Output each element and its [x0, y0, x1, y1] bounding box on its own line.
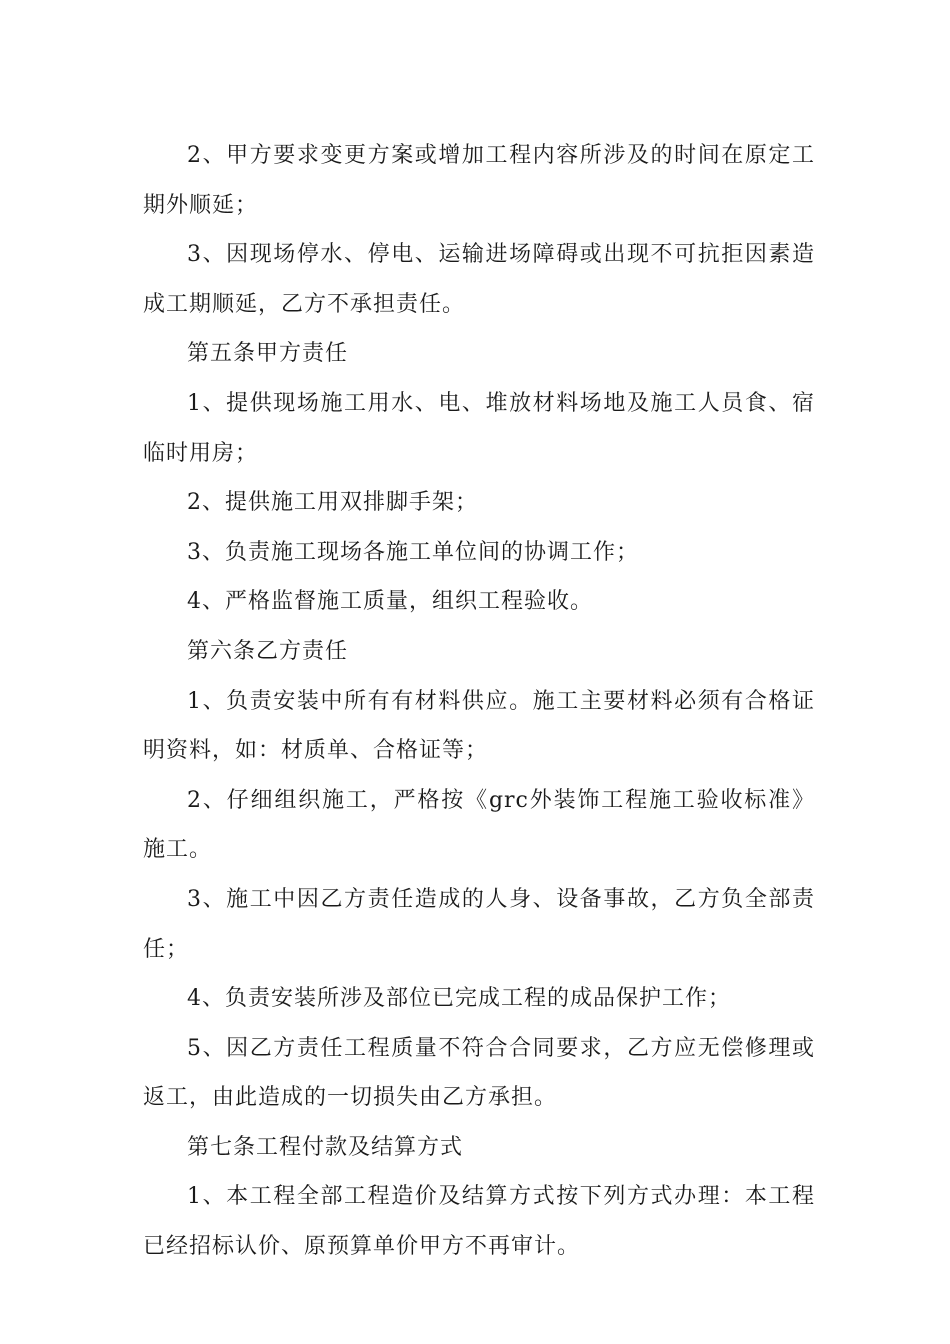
paragraph-clause-4-item-3: 3、因现场停水、停电、运输进场障碍或出现不可抗拒因素造成工期顺延，乙方不承担责任。 — [143, 242, 815, 317]
paragraph-clause-5-item-1: 1、提供现场施工用水、电、堆放材料场地及施工人员食、宿临时用房； — [143, 390, 815, 466]
paragraph-clause-7-item-1: 1、本工程全部工程造价及结算方式按下列方式办理：本工程已经招标认价、原预算单价甲方不再审计。 — [143, 1184, 815, 1260]
document-body — [143, 131, 815, 1272]
section-heading-clause-7: 第七条工程付款及结算方式 — [187, 1134, 464, 1160]
paragraph-clause-5-item-4: 4、严格监督施工质量，组织工程验收。 — [187, 589, 593, 615]
paragraph-clause-6-item-4: 4、负责安装所涉及部位已完成工程的成品保护工作； — [187, 986, 731, 1012]
paragraph-clause-6-item-3: 3、施工中因乙方责任造成的人身、设备事故，乙方负全部责任； — [143, 886, 815, 962]
section-heading-clause-6: 第六条乙方责任 — [187, 638, 349, 664]
section-heading-clause-5: 第五条甲方责任 — [187, 341, 349, 367]
paragraph-clause-5-item-3: 3、负责施工现场各施工单位间的协调工作； — [187, 539, 639, 565]
paragraph-clause-6-item-2: 2、仔细组织施工，严格按《grc外装饰工程施工验收标准》施工。 — [143, 787, 815, 863]
paragraph-clause-5-item-2: 2、提供施工用双排脚手架； — [187, 490, 478, 516]
paragraph-clause-4-item-2: 2、甲方要求变更方案或增加工程内容所涉及的时间在原定工期外顺延； — [143, 143, 815, 218]
paragraph-clause-6-item-1: 1、负责安装中所有有材料供应。施工主要材料必须有合格证明资料，如：材质单、合格证等； — [143, 688, 815, 764]
paragraph-clause-6-item-5: 5、因乙方责任工程质量不符合合同要求，乙方应无偿修理或返工，由此造成的一切损失由乙方承担。 — [143, 1035, 815, 1111]
